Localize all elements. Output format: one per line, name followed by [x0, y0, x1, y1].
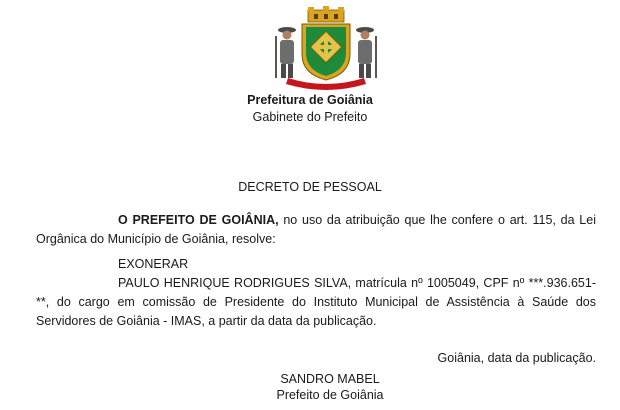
signer-name: SANDRO MABEL: [280, 372, 380, 386]
intro-bold-text: O PREFEITO DE GOIÂNIA,: [118, 213, 279, 227]
decree-title: DECRETO DE PESSOAL: [238, 180, 382, 194]
action-verb: EXONERAR: [118, 257, 189, 271]
signer-title: Prefeito de Goiânia: [276, 388, 384, 402]
coat-of-arms-icon: [268, 6, 384, 90]
intro-rest-text: no uso da atribuição que lhe confere o art. 115, da Lei Orgânica do Município de Goiânia, resolve:: [36, 213, 596, 246]
body-paragraph: PAULO HENRIQUE RODRIGUES SILVA, matrícula nº 1005049, CPF nº ***.936.651-**, do cargo em comissão de Presidente do Instituto Municipal de Assistência à Saúde dos Servidores de Goiânia - IMAS, a partir da data da publicação.: [36, 276, 596, 328]
org-name: Prefeitura de Goiânia: [247, 93, 373, 107]
org-department: Gabinete do Prefeito: [252, 110, 368, 124]
place-date: Goiânia, data da publicação.: [437, 351, 596, 365]
intro-paragraph: [36, 211, 596, 249]
